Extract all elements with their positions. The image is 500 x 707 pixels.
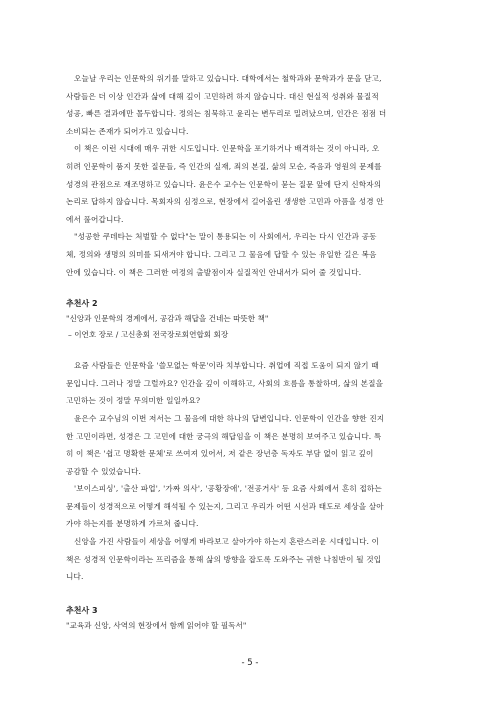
text-line: 히려 인문학이 품지 못한 질문들, 즉 인간의 실재, 죄의 본질, 삶의 모순, 죽음과 영원의 문제를 bbox=[66, 161, 382, 171]
recommendation-author: – 이연호 장로 / 고신총회 전국장로회연합회 회장 bbox=[68, 330, 229, 340]
recommendation-quote: "신앙과 인문학의 경계에서, 공감과 해답을 건네는 따뜻한 책" bbox=[66, 314, 269, 324]
text-line: 소비되는 존재가 되어가고 있습니다. bbox=[66, 126, 189, 136]
document-page bbox=[66, 70, 436, 634]
text-line: 이 책은 이런 시대에 매우 귀한 시도입니다. 인문학을 포기하거나 배격하는 것이 아니라, 오 bbox=[74, 144, 380, 154]
paragraph bbox=[66, 357, 436, 410]
text-line: 성경의 관점으로 재조명하고 있습니다. 윤은수 교수는 인문학이 묻는 질문 앞에 단지 신학자의 bbox=[66, 179, 382, 189]
paragraph bbox=[66, 480, 436, 533]
text-line: 가야 하는지를 분명하게 가르쳐 줍니다. bbox=[66, 519, 199, 529]
paragraph bbox=[66, 140, 436, 228]
text-line: 니다. bbox=[66, 572, 84, 582]
section-heading: 추천사 3 bbox=[66, 605, 98, 615]
text-line: 안에 있습니다. 이 책은 그러한 여정의 출발점이자 실질적인 안내서가 되어 줄 것입니다. bbox=[66, 267, 362, 277]
text-line: 사람들은 더 이상 인간과 삶에 대해 깊이 고민하려 하지 않습니다. 대신 현실적 성취와 물질적 bbox=[66, 91, 379, 101]
intro-section bbox=[66, 70, 436, 281]
text-line: 고민하는 것이 정말 무의미한 일일까요? bbox=[66, 396, 201, 406]
text-line: 공감할 수 있었습니다. bbox=[66, 466, 142, 476]
recommendation-quote: "교육과 신앙, 사역의 현장에서 함께 읽어야 할 필독서" bbox=[66, 620, 247, 630]
paragraph bbox=[66, 228, 436, 281]
recommendation-3 bbox=[66, 604, 436, 634]
paragraph bbox=[66, 533, 436, 586]
text-line: 요즘 사람들은 인문학을 '쓸모없는 학문'이라 치부합니다. 취업에 직접 도움이 되지 않기 때 bbox=[74, 361, 379, 371]
text-line: 책은 성경적 인문학이라는 프리즘을 통해 삶의 방향을 잡도록 도와주는 귀한 나침반이 될 것입 bbox=[66, 554, 382, 564]
text-line: 윤은수 교수님의 이번 저서는 그 물음에 대한 하나의 답변입니다. 인문학이 인간을 향한 진지 bbox=[74, 413, 385, 423]
text-line: 문입니다. 그러나 정말 그럴까요? 인간을 깊이 이해하고, 사회의 흐름을 통찰하며, 삶의 본질을 bbox=[66, 378, 384, 388]
page-number: - 5 - bbox=[241, 658, 259, 668]
recommendation-2 bbox=[66, 297, 436, 586]
text-line: 신앙을 가진 사람들이 세상을 어떻게 바라보고 살아가야 하는지 혼란스러운 시대입니다. 이 bbox=[74, 537, 380, 547]
paragraph bbox=[66, 410, 436, 480]
text-line: 히 이 책은 '쉽고 명확한 문체'로 쓰여져 있어서, 저 같은 장년층 독자도 부담 없이 읽고 깊이 bbox=[66, 449, 374, 459]
recommendation-body bbox=[66, 357, 436, 586]
text-line: "성공한 쿠데타는 처벌할 수 없다"는 말이 통용되는 이 사회에서, 우리는 다시 인간과 공동 bbox=[74, 232, 377, 242]
text-line: 성공, 빠른 결과에만 몰두합니다. 정의는 침묵하고 윤리는 변두리로 밀려났으며, 인간은 점점 더 bbox=[66, 109, 387, 119]
text-line: 체, 정의와 생명의 의미를 되새겨야 합니다. 그리고 그 물음에 답할 수 있는 유일한 길은 복음 bbox=[66, 249, 377, 259]
text-line: 에서 풀어갑니다. bbox=[66, 214, 124, 224]
text-line: 문제들이 성경적으로 어떻게 해석될 수 있는지, 그리고 우리가 어떤 시선과 태도로 세상을 살아 bbox=[66, 501, 384, 511]
section-heading: 추천사 2 bbox=[66, 299, 98, 309]
text-line: 오늘날 우리는 인문학의 위기를 말하고 있습니다. 대학에서는 철학과와 문학과가 문을 닫고, bbox=[74, 74, 382, 83]
text-line: '보이스피싱', '출산 파업', '가짜 의사', '공황장애', '전공거사' 등 요즘 사회에서 흔히 접하는 bbox=[74, 484, 382, 494]
text-line: 한 고민이라면, 성경은 그 고민에 대한 궁극의 해답임을 이 책은 분명히 보여주고 있습니다. 특 bbox=[66, 431, 382, 441]
paragraph bbox=[66, 70, 436, 140]
text-line: 논리로 답하지 않습니다. 목회자의 심정으로, 현장에서 길어올린 생생한 고민과 아픔을 성경 안 bbox=[66, 197, 384, 207]
